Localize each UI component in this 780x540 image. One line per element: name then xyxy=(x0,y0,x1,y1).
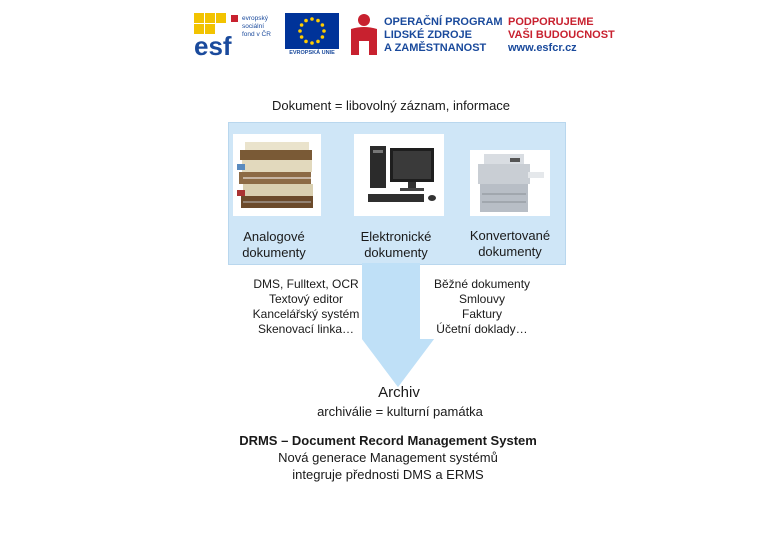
page-title: Dokument = libovolný záznam, informace xyxy=(271,98,511,113)
category-electronic xyxy=(348,229,444,261)
podp-line-2: VAŠI BUDOUCNOST xyxy=(508,29,615,41)
esf-url: www.esfcr.cz xyxy=(508,42,577,54)
eu-text: EVROPSKÁ UNIE xyxy=(289,50,335,56)
category-label: Konvertované dokumenty xyxy=(469,228,551,259)
category-label: Elektronické dokumenty xyxy=(360,229,432,260)
svg-text:esf: esf xyxy=(194,31,232,57)
list-item: Účetní doklady… xyxy=(436,322,528,336)
computer-icon xyxy=(354,134,444,216)
oplz-logo xyxy=(347,13,381,57)
category-converted xyxy=(458,228,562,260)
list-item: Faktury xyxy=(461,307,502,321)
list-item: DMS, Fulltext, OCR xyxy=(253,277,359,291)
drms-line-1: Nová generace Management systémů xyxy=(278,450,498,465)
printer-copier-icon xyxy=(470,150,550,216)
left-list xyxy=(240,277,372,337)
oplz-title xyxy=(384,16,503,55)
drms-title: DRMS – Document Record Management System xyxy=(239,433,537,448)
category-label: Analogové dokumenty xyxy=(242,229,306,260)
right-list xyxy=(420,277,544,337)
list-item: Kancelářský systém xyxy=(252,307,360,321)
podp-line-1: PODPORUJEME xyxy=(508,16,594,28)
folder-stack-icon xyxy=(233,134,321,216)
drms-line-2: integruje přednosti DMS a ERMS xyxy=(292,467,484,482)
list-item: Skenovací linka… xyxy=(257,322,355,336)
list-item: Smlouvy xyxy=(458,292,505,306)
list-item: Textový editor xyxy=(268,292,344,306)
list-item: Běžné dokumenty xyxy=(433,277,531,291)
archiv-title: Archiv xyxy=(378,384,420,401)
oplz-line-1: OPERAČNÍ PROGRAM xyxy=(384,16,503,28)
oplz-line-2: LIDSKÉ ZDROJE xyxy=(384,29,473,41)
eu-flag-logo xyxy=(283,13,341,57)
category-analog xyxy=(234,229,314,261)
esf-text-3: fond v ČR xyxy=(242,31,271,38)
esf-text-2: sociální xyxy=(242,23,265,30)
archiv-subtitle: archiválie = kulturní památka xyxy=(317,404,483,419)
podporujeme-title xyxy=(508,16,615,55)
esf-logo xyxy=(194,13,276,57)
esf-text-1: evropský xyxy=(242,15,269,22)
oplz-line-3: A ZAMĚSTNANOST xyxy=(384,42,487,54)
